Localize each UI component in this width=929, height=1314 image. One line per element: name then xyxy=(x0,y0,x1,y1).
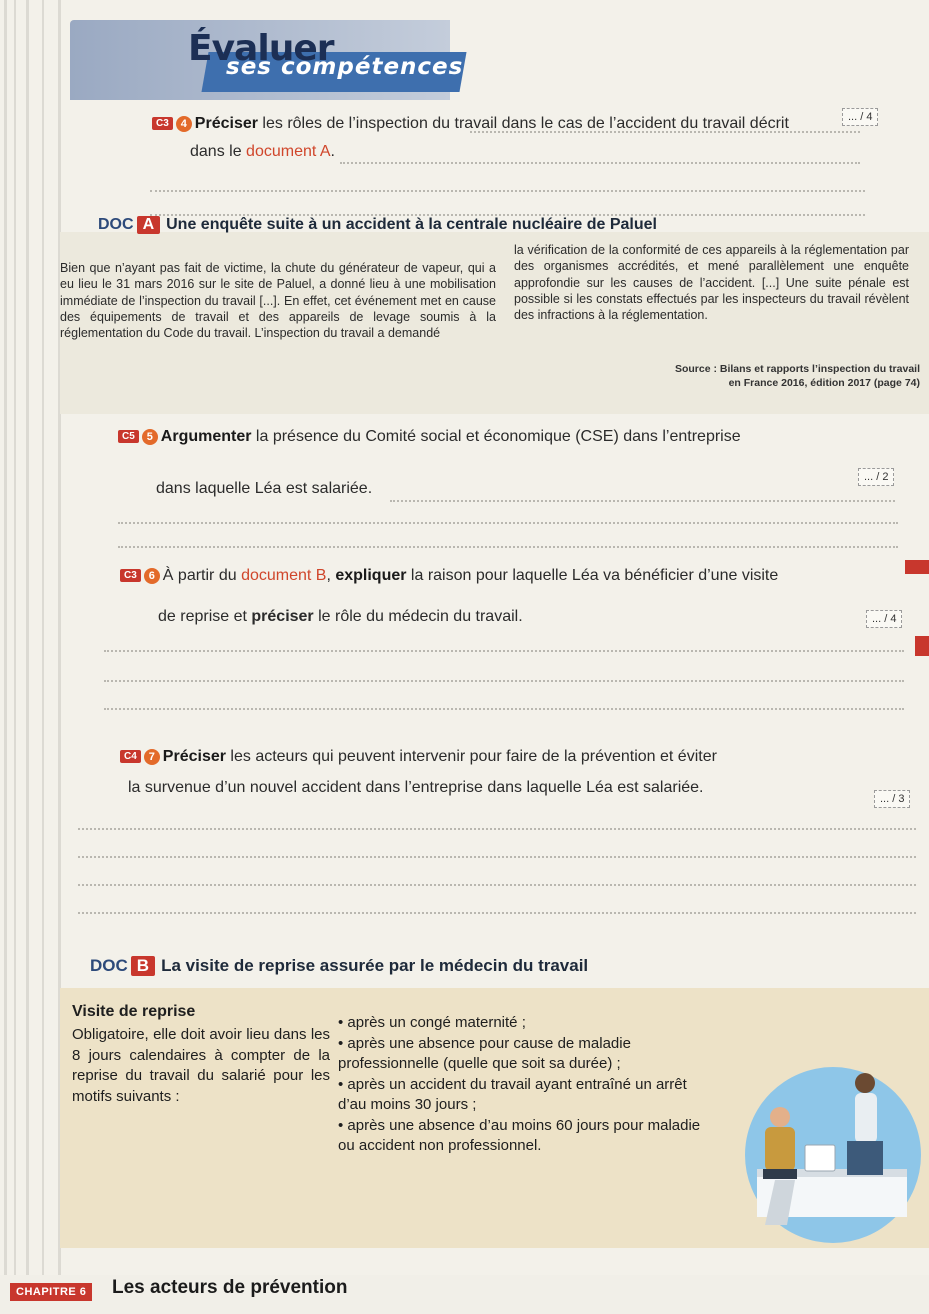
page-subtitle: ses compétences xyxy=(226,54,464,80)
question-number: 4 xyxy=(176,116,192,132)
competency-badge: C4 xyxy=(120,750,141,763)
instruction-verb: expliquer xyxy=(335,567,407,584)
question-text: le rôle du médecin du travail. xyxy=(313,608,523,625)
question-text: les rôles de l’inspection du travail dans le cas de l’accident du travail décrit xyxy=(257,115,789,132)
instruction-verb: Préciser xyxy=(162,748,226,765)
answer-line[interactable] xyxy=(78,912,916,914)
score-box[interactable]: ... / 2 xyxy=(858,468,894,486)
question-5-line2: dans laquelle Léa est salariée. xyxy=(156,480,373,497)
question-text: les acteurs qui peuvent intervenir pour faire de la prévention et éviter xyxy=(225,748,717,765)
competency-badge: C3 xyxy=(120,569,141,582)
question-6 xyxy=(120,567,778,585)
answer-line[interactable] xyxy=(118,522,898,524)
question-text: À partir du xyxy=(162,567,242,584)
page-title: Évaluer xyxy=(188,28,334,69)
edge-tab xyxy=(915,636,929,656)
question-number: 6 xyxy=(144,568,160,584)
score-box[interactable]: ... / 4 xyxy=(842,108,878,126)
answer-line[interactable] xyxy=(104,650,904,652)
doc-letter: B xyxy=(131,956,155,976)
source-line: Source : Bilans et rapports l’inspection du travail xyxy=(674,363,920,375)
list-item: • après un congé maternité ; xyxy=(338,1013,710,1034)
question-text: de reprise et xyxy=(158,608,252,625)
score-box[interactable]: ... / 4 xyxy=(866,610,902,628)
answer-line[interactable] xyxy=(470,131,860,133)
answer-line[interactable] xyxy=(390,500,895,502)
answer-line[interactable] xyxy=(104,680,904,682)
source-line: en France 2016, édition 2017 (page 74) xyxy=(728,377,920,389)
list-item: • après une absence pour cause de maladie professionnelle (quelle que soit sa durée) ; xyxy=(338,1034,710,1075)
question-text: . xyxy=(330,143,335,160)
doc-letter: A xyxy=(137,216,161,234)
instruction-verb: Argumenter xyxy=(160,428,252,445)
document-link[interactable]: document B xyxy=(241,567,327,584)
competency-badge: C5 xyxy=(118,430,139,443)
answer-line[interactable] xyxy=(104,708,904,710)
competency-badge: C3 xyxy=(152,117,173,130)
doc-label: DOC xyxy=(90,956,128,975)
instruction-verb: Préciser xyxy=(194,115,258,132)
doc-title-text: La visite de reprise assurée par le médecin du travail xyxy=(161,956,589,975)
instruction-verb: préciser xyxy=(251,608,314,625)
question-7-line2: la survenue d’un nouvel accident dans l’entreprise dans laquelle Léa est salariée. xyxy=(128,779,704,796)
question-4-line2 xyxy=(190,143,335,161)
edge-tab xyxy=(905,560,929,574)
question-text: , xyxy=(326,567,336,584)
answer-line[interactable] xyxy=(150,190,865,192)
document-a-title xyxy=(98,216,657,234)
score-box[interactable]: ... / 3 xyxy=(874,790,910,808)
doc-title-text: Une enquête suite à un accident à la centrale nucléaire de Paluel xyxy=(166,216,657,233)
answer-line[interactable] xyxy=(340,162,860,164)
question-text: dans le xyxy=(190,143,247,160)
list-item: • après un accident du travail ayant entraîné un arrêt d’au moins 30 jours ; xyxy=(338,1075,710,1116)
answer-line[interactable] xyxy=(78,828,916,830)
chapter-badge: CHAPITRE 6 xyxy=(10,1283,92,1301)
chapter-title: Les acteurs de prévention xyxy=(112,1277,348,1298)
document-b-title xyxy=(90,956,588,976)
document-b-heading: Visite de reprise xyxy=(72,1003,196,1020)
page-footer xyxy=(0,1275,929,1314)
question-5 xyxy=(118,428,741,446)
document-a-column-1: Bien que n’ayant pas fait de victime, la chute du générateur de vapeur, qui a eu lieu le 31 mars 2016 sur le site de Paluel, a donné lieu à une mobilisation immédiate de l’inspection du travail [...]. En effet, cet événement met en cause des équipements de travail et des appareils de levage soumis à la réglementation du Code du travail. L’inspection du travail a demandé xyxy=(60,261,496,341)
document-b-list xyxy=(338,1013,710,1157)
question-text: la présence du Comité social et économique (CSE) dans l’entreprise xyxy=(251,428,741,445)
doc-label: DOC xyxy=(98,216,134,233)
answer-line[interactable] xyxy=(78,856,916,858)
answer-line[interactable] xyxy=(118,546,898,548)
question-7 xyxy=(120,748,717,766)
document-link[interactable]: document A xyxy=(246,143,331,160)
list-item: • après une absence d’au moins 60 jours pour maladie ou accident non professionnel. xyxy=(338,1116,710,1157)
question-6-line2 xyxy=(158,608,523,626)
question-number: 5 xyxy=(142,429,158,445)
question-text: la raison pour laquelle Léa va bénéficier d’une visite xyxy=(406,567,779,584)
document-a-source xyxy=(520,362,920,390)
document-b-intro: Obligatoire, elle doit avoir lieu dans les 8 jours calendaires à compter de la reprise du travail du salarié pour les motifs suivants : xyxy=(72,1026,330,1105)
document-a-column-2: la vérification de la conformité de ces appareils à la réglementation par des organismes accrédités, et mené parallèlement une enquête approfondie sur les causes de l’accident. [...] Une suite pénale est possible si les constats effectués par les inspecteurs du travail révèlent des infractions à la réglementation. xyxy=(514,243,909,323)
question-number: 7 xyxy=(144,749,160,765)
doctor-consultation-illustration xyxy=(735,1045,925,1245)
answer-line[interactable] xyxy=(78,884,916,886)
